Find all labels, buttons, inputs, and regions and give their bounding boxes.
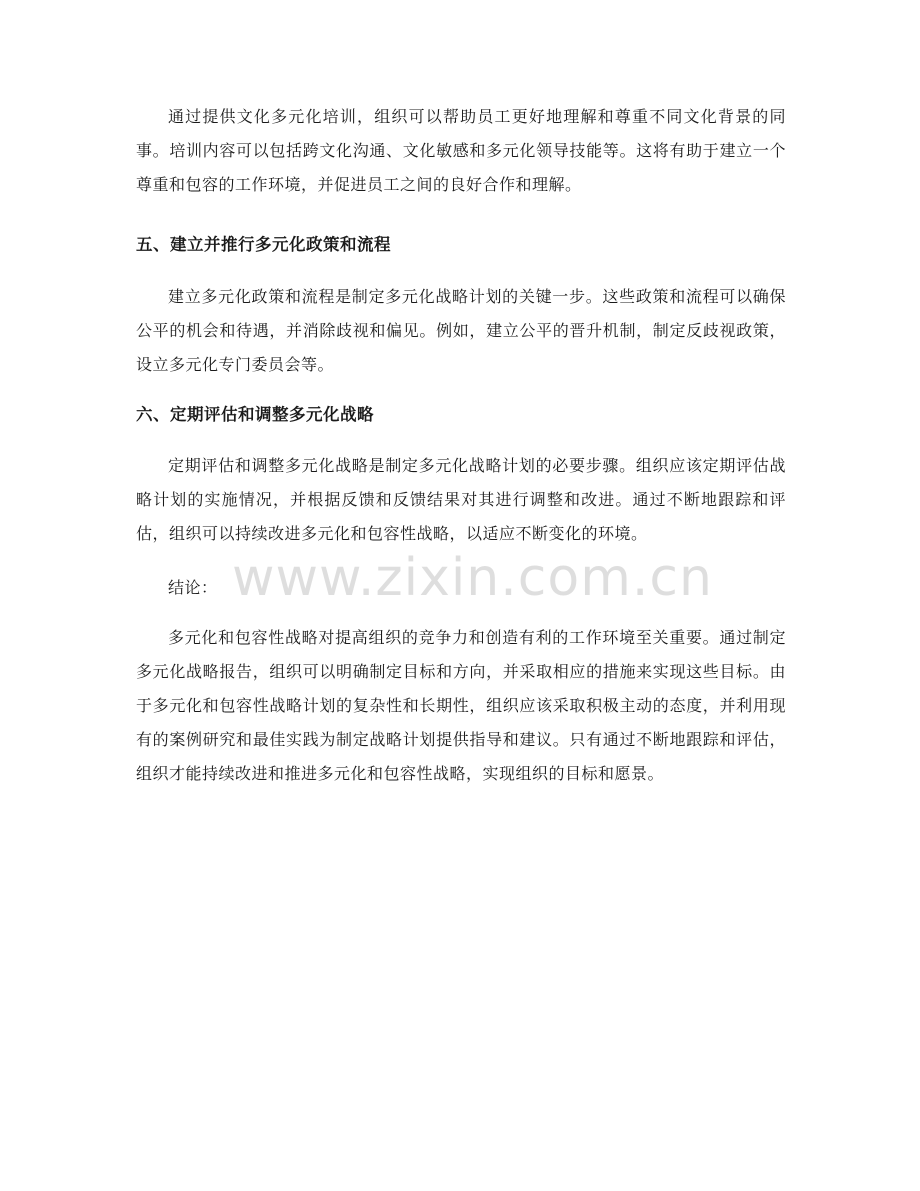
- paragraph-policy: 建立多元化政策和流程是制定多元化战略计划的关键一步。这些政策和流程可以确保公平的机会和待遇，并消除歧视和偏见。例如，建立公平的晋升机制，制定反歧视政策，设立多元化专门委员会等。: [136, 287, 786, 374]
- paragraph-training: 通过提供文化多元化培训，组织可以帮助员工更好地理解和尊重不同文化背景的同事。培训内容可以包括跨文化沟通、文化敏感和多元化领导技能等。这将有助于建立一个尊重和包容的工作环境，并促进员工之间的良好合作和理解。: [136, 107, 786, 194]
- section-heading-evaluation: 六、定期评估和调整多元化战略: [136, 405, 374, 424]
- paragraph-conclusion: 多元化和包容性战略对提高组织的竞争力和创造有利的工作环境至关重要。通过制定多元化战略报告，组织可以明确制定目标和方向，并采取相应的措施来实现这些目标。由于多元化和包容性战略计划的复杂性和长期性，组织应该采取积极主动的态度，并利用现有的案例研究和最佳实践为制定战略计划提供指导和建议。只有通过不断地跟踪和评估，组织才能持续改进和推进多元化和包容性战略，实现组织的目标和愿景。: [136, 628, 786, 783]
- watermark: www.zixin.com.cn: [232, 548, 713, 608]
- section-heading-policy: 五、建立并推行多元化政策和流程: [136, 235, 391, 254]
- conclusion-label: 结论：: [168, 578, 218, 597]
- paragraph-evaluation: 定期评估和调整多元化战略是制定多元化战略计划的必要步骤。组织应该定期评估战略计划的实施情况，并根据反馈和反馈结果对其进行调整和改进。通过不断地跟踪和评估，组织可以持续改进多元化和包容性战略，以适应不断变化的环境。: [136, 456, 786, 543]
